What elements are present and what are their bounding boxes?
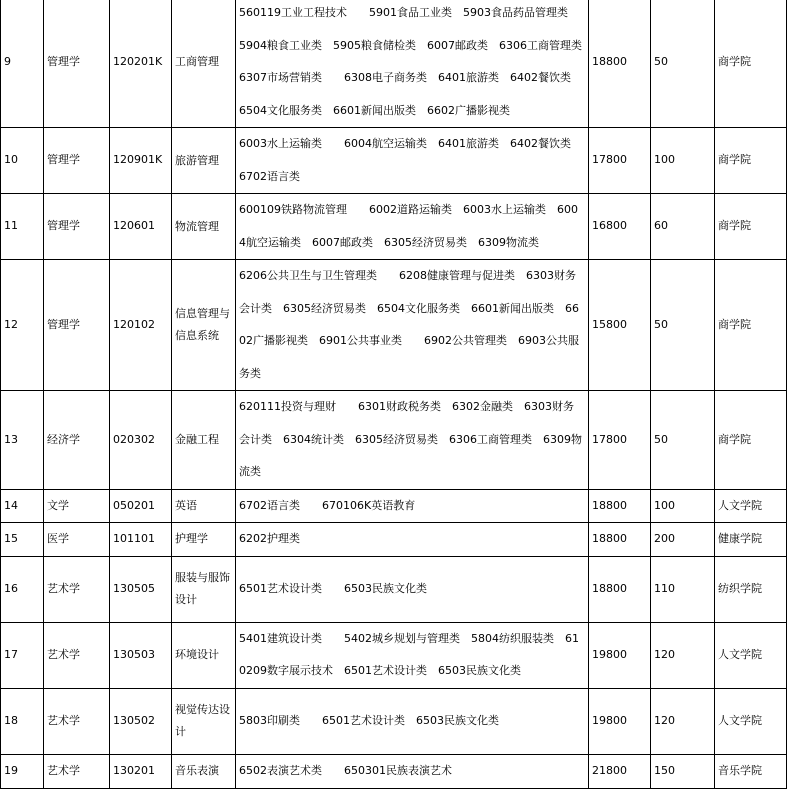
major-code: 120601 (110, 194, 172, 260)
related-majors: 5803印刷类 6501艺术设计类 6503民族文化类 (236, 688, 589, 754)
major-code: 130201 (110, 754, 172, 788)
enrollment-plan: 200 (651, 523, 715, 557)
table-row (1, 128, 787, 194)
major-code: 120201K (110, 0, 172, 128)
college-name: 人文学院 (715, 489, 787, 523)
discipline-category: 管理学 (44, 194, 110, 260)
tuition-fee: 17800 (589, 128, 651, 194)
tuition-fee: 18800 (589, 0, 651, 128)
table-row (1, 489, 787, 523)
table-row (1, 0, 787, 128)
major-code: 050201 (110, 489, 172, 523)
tuition-fee: 19800 (589, 622, 651, 688)
related-majors: 6502表演艺术类 650301民族表演艺术 (236, 754, 589, 788)
row-number: 9 (1, 0, 44, 128)
table-row (1, 194, 787, 260)
major-code: 020302 (110, 391, 172, 490)
discipline-category: 管理学 (44, 260, 110, 391)
row-number: 13 (1, 391, 44, 490)
table-row (1, 523, 787, 557)
college-name: 商学院 (715, 391, 787, 490)
discipline-category: 医学 (44, 523, 110, 557)
row-number: 18 (1, 688, 44, 754)
tuition-fee: 19800 (589, 688, 651, 754)
discipline-category: 管理学 (44, 128, 110, 194)
row-number: 11 (1, 194, 44, 260)
enrollment-plan: 50 (651, 391, 715, 490)
table-row (1, 260, 787, 391)
major-code: 130503 (110, 622, 172, 688)
discipline-category: 艺术学 (44, 622, 110, 688)
college-name: 纺织学院 (715, 556, 787, 622)
table-row (1, 556, 787, 622)
college-name: 健康学院 (715, 523, 787, 557)
tuition-fee: 15800 (589, 260, 651, 391)
related-majors: 600109铁路物流管理 6002道路运输类 6003水上运输类 6004航空运输类 6007邮政类 6305经济贸易类 6309物流类 (236, 194, 589, 260)
related-majors: 5401建筑设计类 5402城乡规划与管理类 5804纺织服装类 610209数字展示技术 6501艺术设计类 6503民族文化类 (236, 622, 589, 688)
discipline-category: 艺术学 (44, 754, 110, 788)
row-number: 19 (1, 754, 44, 788)
enrollment-plan: 60 (651, 194, 715, 260)
major-name: 金融工程 (172, 391, 236, 490)
table-row (1, 391, 787, 490)
related-majors: 6003水上运输类 6004航空运输类 6401旅游类 6402餐饮类 6702语言类 (236, 128, 589, 194)
related-majors: 620111投资与理财 6301财政税务类 6302金融类 6303财务会计类 6304统计类 6305经济贸易类 6306工商管理类 6309物流类 (236, 391, 589, 490)
major-name: 物流管理 (172, 194, 236, 260)
row-number: 15 (1, 523, 44, 557)
enrollment-plan: 150 (651, 754, 715, 788)
table-row (1, 754, 787, 788)
discipline-category: 管理学 (44, 0, 110, 128)
enrollment-plan: 110 (651, 556, 715, 622)
major-name: 英语 (172, 489, 236, 523)
major-name: 服装与服饰设计 (172, 556, 236, 622)
table-row (1, 622, 787, 688)
enrollment-plan: 120 (651, 688, 715, 754)
row-number: 12 (1, 260, 44, 391)
tuition-fee: 18800 (589, 523, 651, 557)
major-name: 工商管理 (172, 0, 236, 128)
row-number: 17 (1, 622, 44, 688)
discipline-category: 艺术学 (44, 688, 110, 754)
college-name: 商学院 (715, 194, 787, 260)
major-name: 护理学 (172, 523, 236, 557)
major-name: 环境设计 (172, 622, 236, 688)
tuition-fee: 18800 (589, 556, 651, 622)
major-code: 130505 (110, 556, 172, 622)
enrollment-plan: 120 (651, 622, 715, 688)
college-name: 音乐学院 (715, 754, 787, 788)
major-code: 120102 (110, 260, 172, 391)
college-name: 商学院 (715, 128, 787, 194)
enrollment-plan: 100 (651, 489, 715, 523)
tuition-fee: 18800 (589, 489, 651, 523)
major-name: 音乐表演 (172, 754, 236, 788)
college-name: 人文学院 (715, 688, 787, 754)
discipline-category: 文学 (44, 489, 110, 523)
enrollment-plan: 50 (651, 260, 715, 391)
tuition-fee: 21800 (589, 754, 651, 788)
college-name: 商学院 (715, 260, 787, 391)
discipline-category: 经济学 (44, 391, 110, 490)
tuition-fee: 16800 (589, 194, 651, 260)
major-name: 旅游管理 (172, 128, 236, 194)
tuition-fee: 17800 (589, 391, 651, 490)
row-number: 10 (1, 128, 44, 194)
major-name: 信息管理与信息系统 (172, 260, 236, 391)
college-name: 人文学院 (715, 622, 787, 688)
major-code: 101101 (110, 523, 172, 557)
related-majors: 560119工业工程技术 5901食品工业类 5903食品药品管理类 5904粮食工业类 5905粮食储检类 6007邮政类 6306工商管理类 6307市场营销类 6308电子商务类 6401旅游类 6402餐饮类 6504文化服务类 6601新闻出版类 6602广播影视类 (236, 0, 589, 128)
related-majors: 6202护理类 (236, 523, 589, 557)
row-number: 16 (1, 556, 44, 622)
major-code: 130502 (110, 688, 172, 754)
table-row (1, 688, 787, 754)
discipline-category: 艺术学 (44, 556, 110, 622)
related-majors: 6501艺术设计类 6503民族文化类 (236, 556, 589, 622)
enrollment-plan: 100 (651, 128, 715, 194)
related-majors: 6702语言类 670106K英语教育 (236, 489, 589, 523)
enrollment-plan: 50 (651, 0, 715, 128)
major-name: 视觉传达设计 (172, 688, 236, 754)
row-number: 14 (1, 489, 44, 523)
related-majors: 6206公共卫生与卫生管理类 6208健康管理与促进类 6303财务会计类 6305经济贸易类 6504文化服务类 6601新闻出版类 6602广播影视类 6901公共事业类 6902公共管理类 6903公共服务类 (236, 260, 589, 391)
major-code: 120901K (110, 128, 172, 194)
college-name: 商学院 (715, 0, 787, 128)
